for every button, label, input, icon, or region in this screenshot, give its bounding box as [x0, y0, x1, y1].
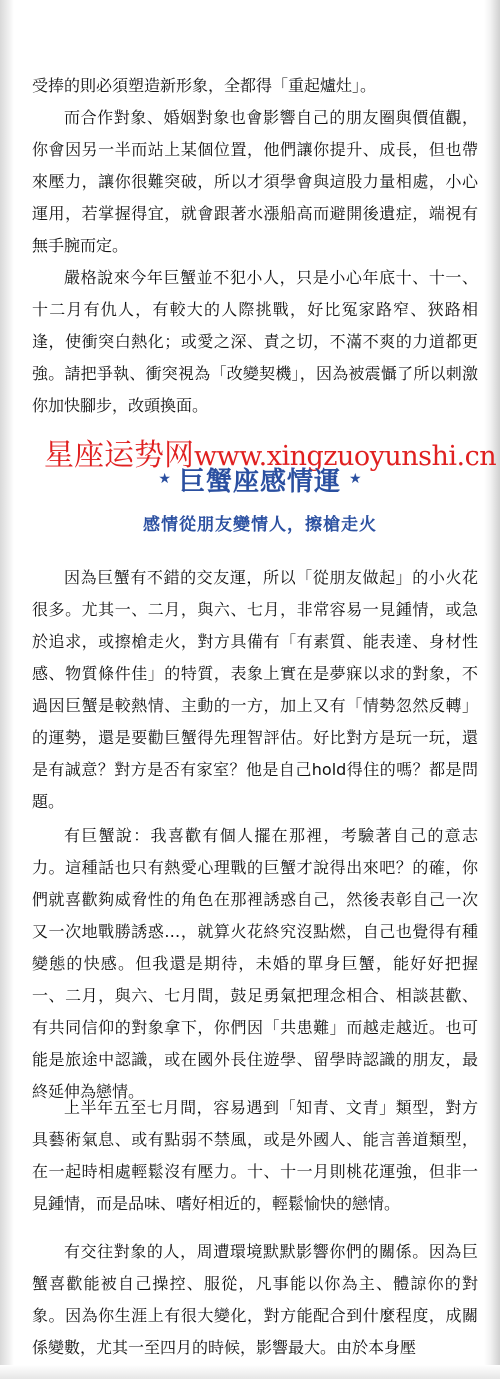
- paragraph-text: 嚴格說來今年巨蟹並不犯小人，只是小心年底十、十一、十二月有仇人，有較大的人際挑戰，好比冤家路窄、狹路相逢，使衝突白熱化；或愛之深、責之切，不滿不爽的力道都更強。請把爭執、衝突視為「改變契機」，因為被震懾了所以刺激你加快腳步，改頭換面。: [32, 268, 478, 415]
- paragraph-text: 而合作對象、婚姻對象也會影響自己的朋友圈與價值觀，你會因另一半而站上某個位置，他們讓你提升、成長，但也帶來壓力，讓你很難突破，所以才須學會與這股力量相處，小心運用，若掌握得宜，就會跟著水漲船高而避開後遺症，端視有無手腕而定。: [32, 108, 478, 255]
- section-heading: [100, 462, 420, 496]
- paragraph-intro-tail: [32, 70, 478, 102]
- paragraph-text: 有巨蟹說：我喜歡有個人擺在那裡，考驗著自己的意志力。這種話也只有熱愛心理戰的巨蟹才說得出來吧？的確，你們就喜歡夠威脅性的角色在那裡誘惑自己，然後表彰自己一次又一次地戰勝誘惑…，就算火花終究沒點燃，自己也覺得有種變態的快感。但我還是期待，未婚的單身巨蟹，能好好把握一、二月，與六、七月間，鼓足勇氣把理念相合、相談甚歡、有共同信仰的對象拿下，你們因「共患難」而越走越近。也可能是旅途中認識，或在國外長住遊學、留學時認識的朋友，最終延伸為戀情。: [32, 826, 478, 1101]
- star-icon: ★: [158, 471, 171, 487]
- watermark-url: www.xingzuoyunshi.cn: [194, 441, 497, 472]
- section-title: 巨蟹座感情運: [178, 466, 341, 497]
- paragraph-text: 因為巨蟹有不錯的交友運，所以「從朋友做起」的小火花很多。尤其一、二月，與六、七月，非常容易一見鍾情，或急於追求，或擦槍走火，對方具備有「有素質、能表達、身材性感、物質條件佳」的特質，表象上實在是夢寐以求的對象，不過因巨蟹是較熱情、主動的一方，加上又有「情勢忽然反轉」的運勢，還是要勸巨蟹得先理智評估。好比對方是玩一玩，還是有誠意？對方是否有家室？他是自己hold得住的嗎？都是問題。: [32, 568, 478, 811]
- paragraph-partners: [32, 102, 478, 422]
- paragraph-relationships: [32, 1236, 478, 1364]
- paragraph-text: 有交往對象的人，周遭環境默默影響你們的關係。因為巨蟹喜歡能被自己操控、服從，凡事能以你為主、體諒你的對象。因為你生涯上有很大變化，對方能配合到什麼程度，成關係變數，尤其一至四月的時候，影響最大。由於本身壓: [32, 1242, 478, 1357]
- paragraph-text: 受捧的則必須塑造新形象，全都得「重起爐灶」。: [32, 76, 377, 95]
- watermark-site-name: 星座运势网: [44, 438, 194, 473]
- page-edge-left: [0, 0, 14, 1379]
- page-edge-right: [484, 0, 500, 1379]
- paragraph-text: 上半年五至七月間，容易遇到「知青、文青」類型，對方具藝術氣息、或有點弱不禁風，或是外國人、能言善道類型，在一起時相處輕鬆沒有壓力。十、十一月則桃花運強，但非一見鍾情，而是品味、嗜好相近的，輕鬆愉快的戀情。: [32, 1098, 478, 1213]
- paragraph-friendship-luck: [32, 562, 478, 818]
- section-subtitle: 感情從朋友變情人，擦槍走火: [143, 515, 377, 535]
- paragraph-temptation: [32, 820, 478, 1108]
- paragraph-first-half: [32, 1092, 478, 1220]
- page-edge-bottom: [0, 1365, 500, 1379]
- star-icon: ★: [349, 471, 362, 487]
